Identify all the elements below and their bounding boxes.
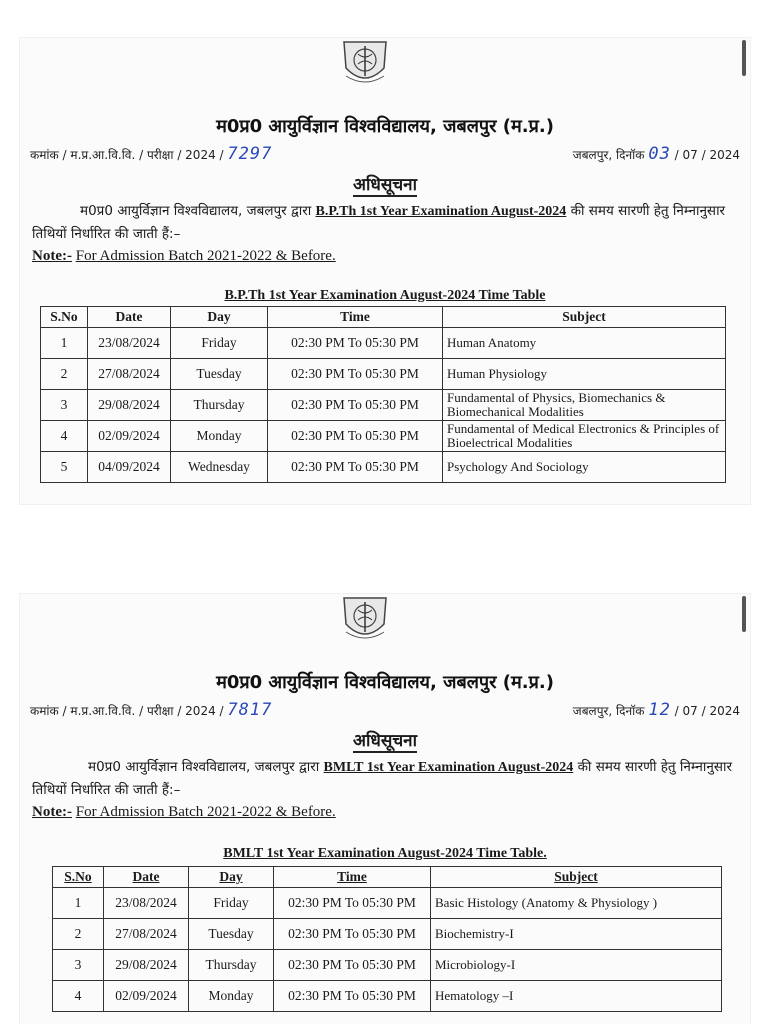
cell-time: 02:30 PM To 05:30 PM xyxy=(274,950,431,981)
admission-note xyxy=(32,804,336,821)
cell-sno: 3 xyxy=(53,950,104,981)
cell-time: 02:30 PM To 05:30 PM xyxy=(268,390,443,421)
place-date-prefix: जबलपुर, दिनॉक xyxy=(572,704,645,718)
column-header-time: Time xyxy=(268,307,443,328)
date-rest: / 07 / 2024 xyxy=(674,148,740,162)
university-name: म0प्र0 आयुर्विज्ञान विश्वविद्यालय, जबलपुर (म.प्र.) xyxy=(216,672,554,693)
column-header-sno: S.No xyxy=(41,307,88,328)
cell-day: Tuesday xyxy=(171,359,268,390)
page-edge-mark xyxy=(742,40,746,76)
cell-subject: Basic Histology (Anatomy & Physiology ) xyxy=(431,888,722,919)
cell-day: Thursday xyxy=(189,950,274,981)
cell-day: Thursday xyxy=(171,390,268,421)
cell-date: 04/09/2024 xyxy=(88,452,171,483)
body-part-1: म0प्र0 आयुर्विज्ञान विश्वविद्यालय, जबलपुर द्वारा xyxy=(88,759,320,775)
table-row xyxy=(53,981,722,1012)
cell-date: 23/08/2024 xyxy=(104,888,189,919)
university-name: म0प्र0 आयुर्विज्ञान विश्वविद्यालय, जबलपुर (म.प्र.) xyxy=(216,116,554,137)
date-day: 03 xyxy=(648,144,671,164)
note-text: For Admission Batch 2021-2022 & Before. xyxy=(75,804,336,820)
table-row xyxy=(41,452,726,483)
cell-sno: 1 xyxy=(53,888,104,919)
column-header-date: Date xyxy=(104,867,189,888)
university-seal-icon xyxy=(338,38,392,90)
cell-date: 29/08/2024 xyxy=(104,950,189,981)
cell-date: 29/08/2024 xyxy=(88,390,171,421)
body-part-1: म0प्र0 आयुर्विज्ञान विश्वविद्यालय, जबलपुर द्वारा xyxy=(80,203,312,219)
table-row xyxy=(53,919,722,950)
cell-day: Friday xyxy=(171,328,268,359)
cell-date: 02/09/2024 xyxy=(104,981,189,1012)
column-header-subject: Subject xyxy=(443,307,726,328)
body-part-2: की समय सारणी हेतु निम्नानुसार तिथियों निर्धारित की जाती हैं:– xyxy=(32,203,726,242)
cell-day: Tuesday xyxy=(189,919,274,950)
cell-subject: Fundamental of Physics, Biomechanics & Biomechanical Modalities xyxy=(443,390,726,421)
notice-body xyxy=(32,200,738,245)
place-date xyxy=(573,700,740,720)
cell-time: 02:30 PM To 05:30 PM xyxy=(274,888,431,919)
place-date xyxy=(573,144,740,164)
column-header-sno: S.No xyxy=(53,867,104,888)
date-day: 12 xyxy=(648,700,671,720)
notice-body xyxy=(32,756,738,801)
notification-heading-text: अधिसूचना xyxy=(353,175,417,195)
cell-time: 02:30 PM To 05:30 PM xyxy=(268,452,443,483)
exam-name: B.P.Th 1st Year Examination August-2024 xyxy=(315,204,567,219)
table-row xyxy=(41,328,726,359)
note-label: Note:- xyxy=(32,248,72,264)
date-rest: / 07 / 2024 xyxy=(674,704,740,718)
cell-day: Monday xyxy=(189,981,274,1012)
timetable-caption: BMLT 1st Year Examination August-2024 Time Table. xyxy=(223,846,547,861)
cell-subject: Fundamental of Medical Electronics & Principles of Bioelectrical Modalities xyxy=(443,421,726,452)
table-header-row xyxy=(41,307,726,328)
table-row xyxy=(53,950,722,981)
reference-number: 7297 xyxy=(227,144,273,164)
reference-line xyxy=(30,700,740,720)
notification-heading xyxy=(20,172,750,195)
column-header-time: Time xyxy=(274,867,431,888)
cell-day: Wednesday xyxy=(171,452,268,483)
table-row xyxy=(41,359,726,390)
cell-time: 02:30 PM To 05:30 PM xyxy=(274,981,431,1012)
notification-heading xyxy=(20,728,750,751)
notice-page-2 xyxy=(20,594,750,1024)
note-text: For Admission Batch 2021-2022 & Before. xyxy=(75,248,336,264)
timetable xyxy=(40,306,726,483)
place-date-prefix: जबलपुर, दिनॉक xyxy=(572,148,645,162)
university-seal-icon xyxy=(338,594,392,646)
notice-page-1 xyxy=(20,38,750,504)
cell-sno: 5 xyxy=(41,452,88,483)
cell-date: 27/08/2024 xyxy=(88,359,171,390)
notification-heading-text: अधिसूचना xyxy=(353,731,417,751)
reference-line xyxy=(30,144,740,164)
table-header-row xyxy=(53,867,722,888)
cell-day: Friday xyxy=(189,888,274,919)
cell-sno: 2 xyxy=(41,359,88,390)
cell-sno: 3 xyxy=(41,390,88,421)
cell-sno: 1 xyxy=(41,328,88,359)
column-header-date: Date xyxy=(88,307,171,328)
reference-prefix: कमांक / म.प्र.आ.वि.वि. / परीक्षा / 2024 / xyxy=(30,704,224,718)
cell-sno: 4 xyxy=(41,421,88,452)
note-label: Note:- xyxy=(32,804,72,820)
cell-subject: Biochemistry-I xyxy=(431,919,722,950)
body-part-2: की समय सारणी हेतु निम्नानुसार तिथियों निर्धारित की जाती हैं:– xyxy=(32,759,733,798)
cell-time: 02:30 PM To 05:30 PM xyxy=(268,328,443,359)
cell-date: 23/08/2024 xyxy=(88,328,171,359)
cell-subject: Microbiology-I xyxy=(431,950,722,981)
cell-time: 02:30 PM To 05:30 PM xyxy=(268,421,443,452)
cell-sno: 4 xyxy=(53,981,104,1012)
admission-note xyxy=(32,248,336,265)
cell-date: 27/08/2024 xyxy=(104,919,189,950)
timetable-caption: B.P.Th 1st Year Examination August-2024 Time Table xyxy=(224,288,546,303)
cell-date: 02/09/2024 xyxy=(88,421,171,452)
cell-time: 02:30 PM To 05:30 PM xyxy=(268,359,443,390)
page-edge-mark xyxy=(742,596,746,632)
cell-subject: Hematology –I xyxy=(431,981,722,1012)
table-row xyxy=(53,888,722,919)
timetable xyxy=(52,866,722,1012)
column-header-day: Day xyxy=(189,867,274,888)
cell-day: Monday xyxy=(171,421,268,452)
table-row xyxy=(41,421,726,452)
reference-prefix: कमांक / म.प्र.आ.वि.वि. / परीक्षा / 2024 / xyxy=(30,148,224,162)
cell-subject: Human Physiology xyxy=(443,359,726,390)
table-row xyxy=(41,390,726,421)
cell-time: 02:30 PM To 05:30 PM xyxy=(274,919,431,950)
exam-name: BMLT 1st Year Examination August-2024 xyxy=(323,760,574,775)
column-header-subject: Subject xyxy=(431,867,722,888)
cell-subject: Human Anatomy xyxy=(443,328,726,359)
cell-subject: Psychology And Sociology xyxy=(443,452,726,483)
cell-sno: 2 xyxy=(53,919,104,950)
reference-number: 7817 xyxy=(227,700,273,720)
column-header-day: Day xyxy=(171,307,268,328)
